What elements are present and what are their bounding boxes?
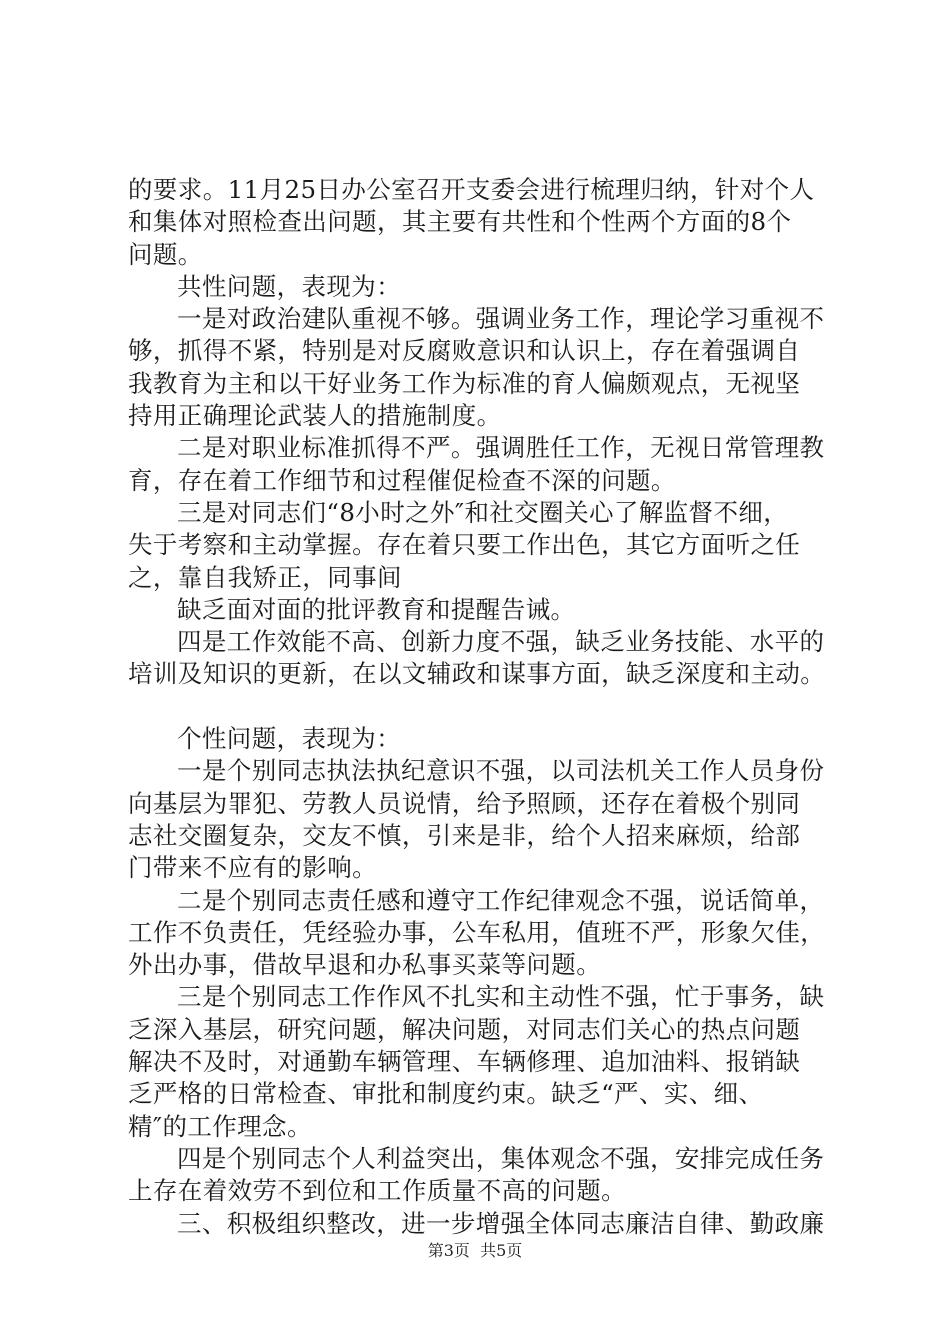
text-line: 之，靠自我矫正，同事间 — [128, 562, 402, 592]
text-line: 解决不及时，对通勤车辆管理、车辆修理、追加油料、报销缺 — [128, 1047, 801, 1077]
section-heading-individual-issues: 个性问题，表现为： — [177, 724, 402, 754]
text-line: 持用正确理论武装人的措施制度。 — [128, 401, 502, 431]
section-heading-common-issues: 共性问题，表现为： — [177, 271, 402, 301]
text-line: 育，存在着工作细节和过程催促检查不深的问题。 — [128, 465, 676, 495]
text-line: 缺乏面对面的批评教育和提醒告诫。 — [177, 594, 576, 624]
text-line: 志社交圈复杂，交友不慎，引来是非，给个人招来麻烦，给部 — [128, 820, 801, 850]
page-number: 第3页 — [427, 1241, 470, 1260]
paragraph-gap — [128, 691, 840, 723]
text-line: 四是个别同志个人利益突出，集体观念不强，安排完成任务 — [177, 1143, 825, 1173]
text-line: 和集体对照检查出问题，其主要有共性和个性两个方面的8个 — [128, 207, 792, 237]
text-line: 二是个别同志责任感和遵守工作纪律观念不强，说话简单， — [177, 885, 825, 915]
text-line: 的要求。11月25日办公室召开支委会进行梳理归纳，针对个人 — [128, 175, 815, 204]
text-line: 乏严格的日常检查、审批和制度约束。缺乏“严、实、细、 — [128, 1079, 764, 1109]
text-line: 乏深入基层，研究问题，解决问题，对同志们关心的热点问题 — [128, 1014, 801, 1044]
body-text — [128, 174, 840, 1240]
page-total: 共5页 — [480, 1241, 523, 1260]
text-line: 精″的工作理念。 — [128, 1111, 312, 1141]
text-line: 外出办事，借故早退和办私事买菜等问题。 — [128, 950, 602, 980]
text-line: 三是对同志们“8小时之外″和社交圈关心了解监督不细， — [177, 497, 789, 527]
text-line: 二是对职业标准抓得不严。强调胜任工作，无视日常管理教 — [177, 433, 825, 463]
text-line: 我教育为主和以干好业务工作为标准的育人偏颇观点，无视坚 — [128, 368, 801, 398]
text-line: 四是工作效能不高、创新力度不强，缺乏业务技能、水平的 — [177, 627, 825, 657]
page-footer — [0, 1241, 950, 1261]
text-line: 失于考察和主动掌握。存在着只要工作出色，其它方面听之任 — [128, 530, 801, 560]
text-line: 工作不负责任，凭经验办事，公车私用，值班不严，形象欠佳， — [128, 917, 826, 947]
text-line: 够，抓得不紧，特别是对反腐败意识和认识上，存在着强调自 — [128, 336, 801, 366]
text-line: 问题。 — [128, 239, 203, 269]
text-line: 门带来不应有的影响。 — [128, 853, 377, 883]
text-line: 三是个别同志工作作风不扎实和主动性不强，忙于事务，缺 — [177, 982, 825, 1012]
section-heading-rectification: 三、积极组织整改，进一步增强全体同志廉洁自律、勤政廉 — [177, 1208, 825, 1238]
text-line: 上存在着效劳不到位和工作质量不高的问题。 — [128, 1176, 626, 1206]
text-line: 向基层为罪犯、劳教人员说情，给予照顾，还存在着极个别同 — [128, 788, 801, 818]
text-line: 培训及知识的更新，在以文辅政和谋事方面，缺乏深度和主动。 — [128, 659, 826, 689]
text-line: 一是个别同志执法执纪意识不强，以司法机关工作人员身份 — [177, 756, 825, 786]
text-line: 一是对政治建队重视不够。强调业务工作，理论学习重视不 — [177, 304, 825, 334]
